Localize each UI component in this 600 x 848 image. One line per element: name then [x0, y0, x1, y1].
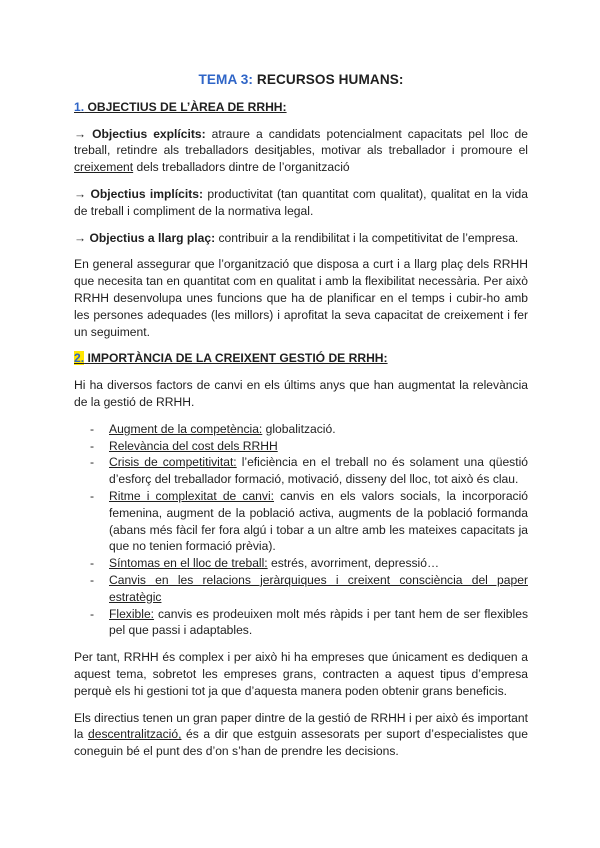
list-item-term: Crisis de competitivitat: [109, 455, 237, 470]
section2-heading [74, 350, 528, 367]
title-text: RECURSOS HUMANS: [253, 72, 404, 87]
section2-paragraph-complex: Per tant, RRHH és complex i per això hi ha empreses que únicament es dediquen a aquest tema, sobretot les empreses grans, contracten a aquest tipus d’empresa perquè els hi gestioni tot ja que d’aquesta manera poden obtenir grans beneficis. [74, 650, 528, 698]
implicit-objectives-text: productivitat (tan quantitat com qualitat), qualitat en la vida de treball i compliment de la normativa legal. [74, 186, 528, 218]
list-item-text: l’eficiència en el treball no és solament una qüestió d’esforç del treballador formació, motivació, disseny del lloc, tot això és clau. [109, 455, 528, 487]
list-item-text: globalització. [262, 421, 336, 436]
section1-number: 1. [74, 99, 85, 114]
explicit-objectives-label: → Objectius explícits: [74, 126, 206, 141]
directius-text-end: és a dir que estguin assesorats per suport d’especialistes que coneguin bé el punt des d’on s’han de prendre les decisions. [74, 727, 528, 759]
section2-heading-text: IMPORTÀNCIA DE LA CREIXENT GESTIÓ DE RRHH: [84, 351, 388, 366]
implicit-objectives-label: → Objectius implícits: [74, 186, 204, 201]
document-page [74, 66, 528, 770]
list-item-text: estrés, avorriment, depressió… [267, 556, 440, 571]
list-item [109, 488, 528, 555]
section1-heading [74, 99, 528, 116]
list-item [109, 572, 528, 606]
list-item-text: canvis en els valors socials, la incorporació femenina, augment de la població activa, augments de la població formanda (abans més fàcil fer fora algú i tobar a un altre amb les mateixes capacitats ja que no tenien formació prèvia). [109, 488, 529, 554]
list-item-term: Augment de la competència: [109, 421, 263, 436]
list-item [109, 606, 528, 640]
section2-paragraph-directius [74, 710, 528, 760]
list-item-term: Síntomas en el lloc de treball: [109, 556, 268, 571]
descentralitzacio-term: descentralització, [88, 727, 182, 742]
list-item-text: canvis es prodeuixen molt més ràpids i per tant hem de ser flexibles pel que passi i adaptables. [109, 606, 528, 638]
list-item-term: Flexible: [109, 606, 155, 621]
long-term-objectives-paragraph [74, 230, 528, 247]
list-item [109, 421, 528, 438]
implicit-objectives-paragraph [74, 186, 528, 220]
directius-text: Els directius tenen un gran paper dintre de la gestió de RRHH i per això és important la [74, 710, 528, 742]
explicit-objectives-text: atraure a candidats potencialment capacitats pel lloc de treball, retindre als treballadors desitjables, motivar als treballador i promoure el [74, 126, 528, 158]
list-item [109, 438, 528, 455]
page-title [74, 72, 528, 89]
list-item [109, 555, 528, 572]
list-item-term: Ritme i complexitat de canvi: [109, 488, 275, 503]
change-factors-list [74, 421, 528, 639]
long-term-objectives-label: → Objectius a llarg plaç: [74, 230, 216, 245]
section1-general-paragraph: En general assegurar que l’organització que disposa a curt i a llarg plaç dels RRHH que necesita tan en quantitat com en qualitat i amb la flexibilitat necessària. Per això RRHH desenvolupa unes funcions que ha de planificar en el temps i cubir-ho amb les persones adequades (les millors) i aprofitat la seva capacitat de creixement i fer un seguiment. [74, 257, 528, 339]
explicit-objectives-text-end: dels treballadors dintre de l’organització [133, 160, 350, 175]
list-item-term: Canvis en les relacions jeràrquiques i creixent consciència del paper estratègic [109, 572, 528, 604]
long-term-objectives-text: contribuir a la rendibilitat i la competitivitat de l’empresa. [215, 230, 519, 245]
list-item [109, 454, 528, 488]
section2-intro-paragraph: Hi ha diversos factors de canvi en els últims anys que han augmentat la relevància de la gestió de RRHH. [74, 378, 528, 409]
section1-heading-text: OBJECTIUS DE L’ÀREA DE RRHH: [84, 99, 287, 114]
section2-number: 2. [74, 351, 85, 366]
explicit-objectives-paragraph [74, 126, 528, 176]
title-number: TEMA 3: [198, 72, 254, 87]
creixement-term: creixement [74, 160, 134, 175]
list-item-term: Relevància del cost dels RRHH [109, 438, 278, 453]
